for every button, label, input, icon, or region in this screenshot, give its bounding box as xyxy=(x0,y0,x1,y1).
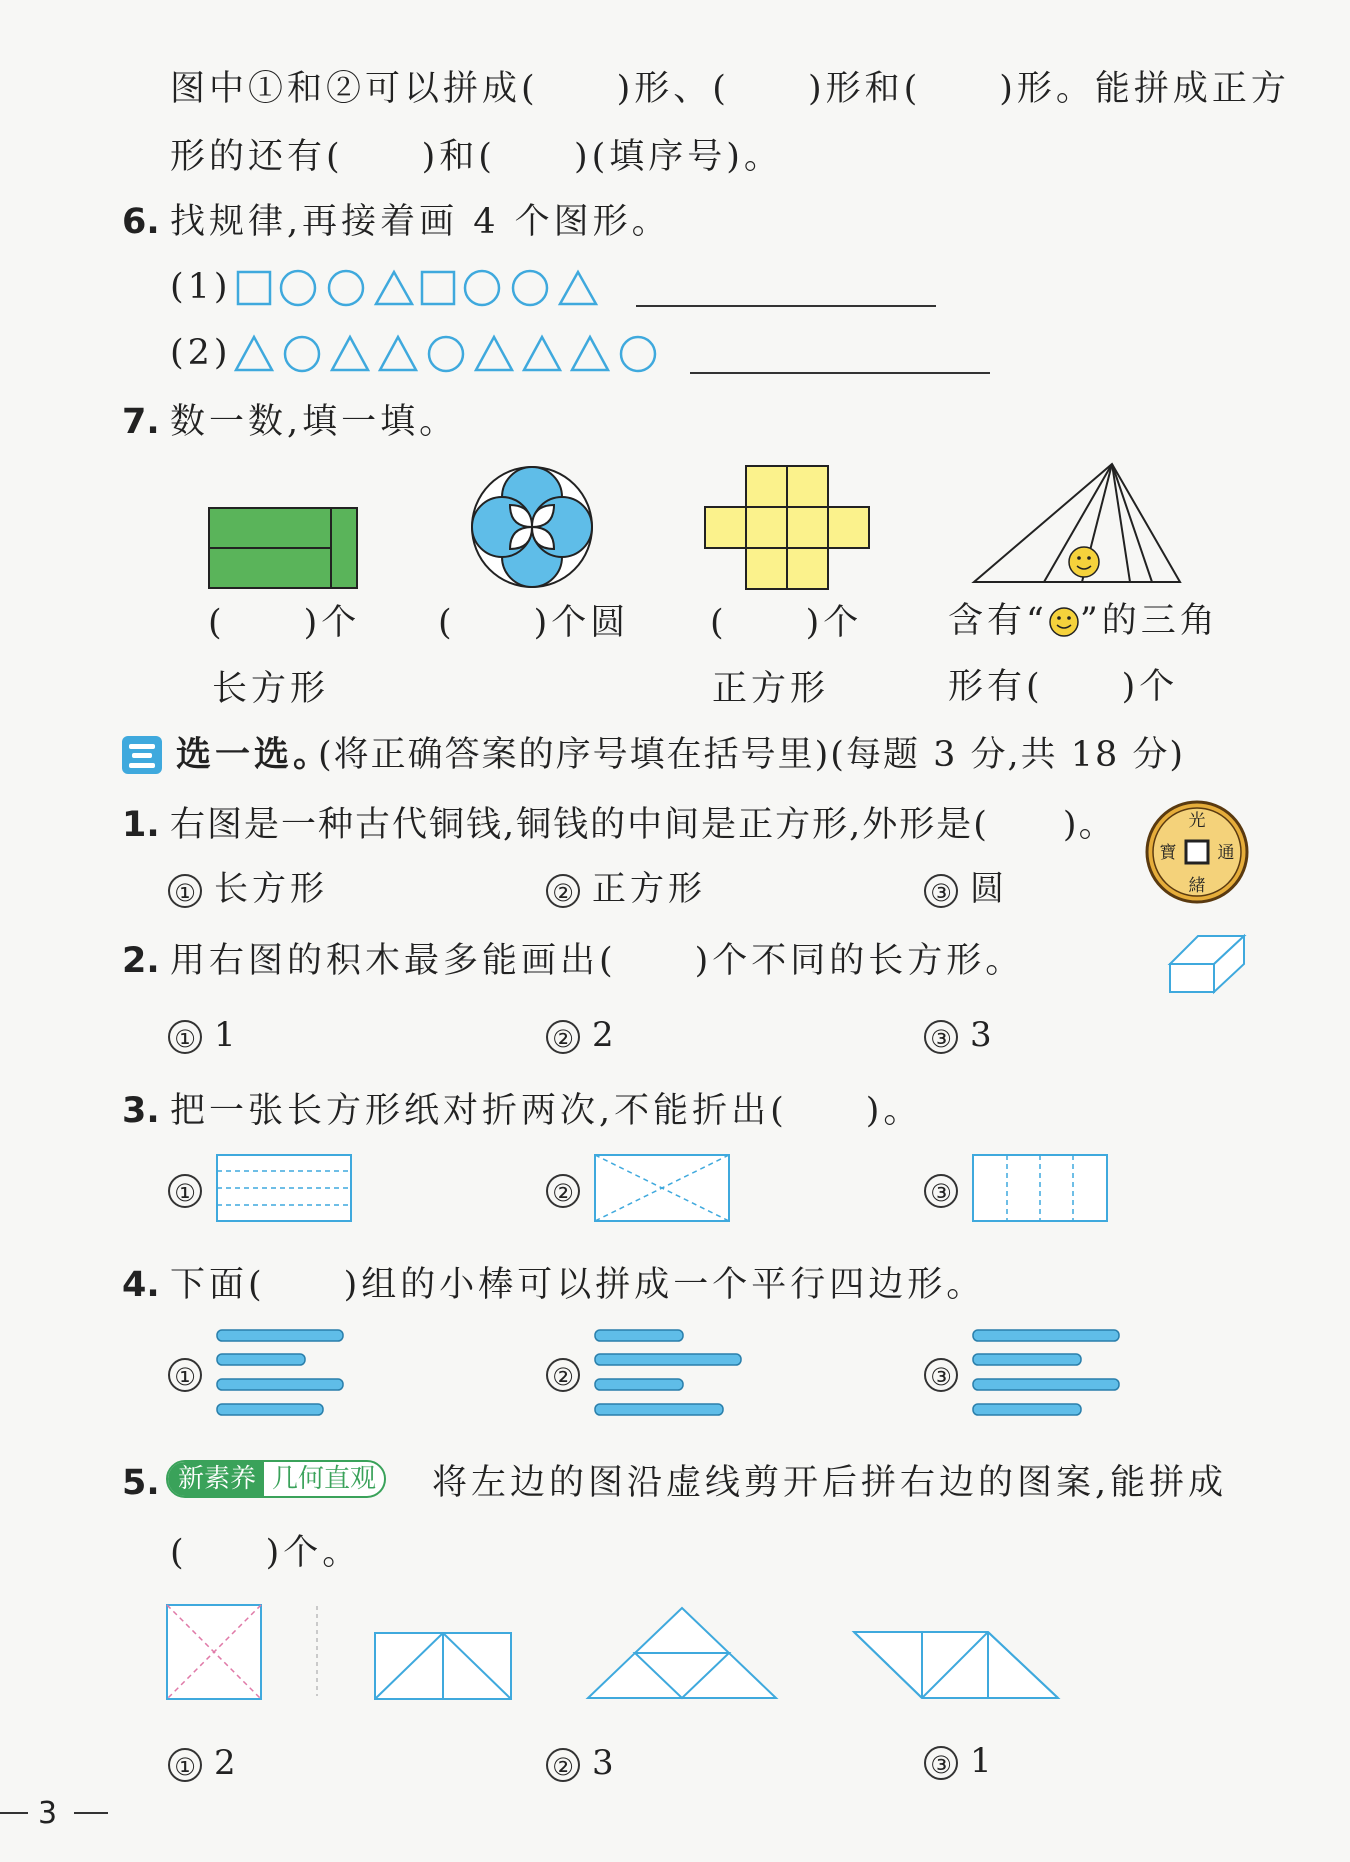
fold-rect-horizontal xyxy=(216,1154,352,1222)
circle-shape xyxy=(281,271,315,305)
fold-rect-vertical xyxy=(972,1154,1108,1222)
page-number: 3 xyxy=(38,1796,58,1831)
green-rectangles-figure xyxy=(208,507,358,589)
s1-option-3[interactable]: ③ 圆 xyxy=(924,872,1004,908)
q7-b-blank: ( )个圆 xyxy=(438,603,630,643)
pattern-trapezoid xyxy=(852,1630,1060,1700)
s4-option-1[interactable]: ① xyxy=(168,1356,214,1392)
q7-d-line2: 形有( )个 xyxy=(948,667,1179,707)
circle-shape xyxy=(329,271,363,305)
svg-text:寶: 寶 xyxy=(1159,843,1177,863)
s3-option-1[interactable]: ① xyxy=(168,1172,214,1208)
svg-text:緒: 緒 xyxy=(1188,876,1206,896)
sticks-group-1 xyxy=(216,1328,346,1418)
circle-shape xyxy=(513,271,547,305)
square-shape xyxy=(422,272,454,304)
divider-dashed xyxy=(316,1606,318,1696)
q7-a-blank: ( )个 xyxy=(208,603,361,643)
triangle-shape xyxy=(560,272,596,304)
triangle-shape xyxy=(376,272,412,304)
s1-option-1[interactable]: ① 长方形 xyxy=(168,872,328,908)
q6-part1-label: (1) xyxy=(170,267,232,307)
s3-option-3[interactable]: ③ xyxy=(924,1172,970,1208)
pattern-rect-triangles xyxy=(374,1632,512,1700)
page-number-rule-right xyxy=(74,1812,108,1814)
s5-text-line2: ( )个。 xyxy=(170,1533,362,1573)
q6-pattern-2 xyxy=(236,332,656,374)
cut-square-figure xyxy=(166,1604,262,1700)
s1-number: 1. xyxy=(122,805,160,845)
yellow-squares-figure xyxy=(705,465,869,589)
q6-answer-line-1[interactable] xyxy=(636,305,936,307)
circle-shape xyxy=(465,271,499,305)
q6-pattern-1 xyxy=(236,266,596,308)
svg-text:通: 通 xyxy=(1217,843,1235,863)
q6-number: 6. xyxy=(122,202,160,242)
sticks-group-3 xyxy=(972,1328,1122,1418)
s2-option-1[interactable]: ① 1 xyxy=(168,1018,236,1054)
s3-number: 3. xyxy=(122,1091,160,1131)
q6-answer-line-2[interactable] xyxy=(690,372,990,374)
s1-option-2[interactable]: ② 正方形 xyxy=(546,872,706,908)
s5-text-line1: 将左边的图沿虚线剪开后拼右边的图案,能拼成 xyxy=(432,1463,1228,1503)
pattern-big-triangle xyxy=(586,1606,778,1700)
s3-option-2[interactable]: ② xyxy=(546,1172,592,1208)
section-three-icon xyxy=(122,736,162,774)
q6-text: 找规律,再接着画 4 个图形。 xyxy=(170,202,671,242)
cuboid-block-image xyxy=(1168,932,1248,994)
q7-c-label: 正方形 xyxy=(712,669,830,709)
triangle-fan-figure xyxy=(972,462,1182,584)
s4-option-3[interactable]: ③ xyxy=(924,1356,970,1392)
s2-option-3[interactable]: ③ 3 xyxy=(924,1018,992,1054)
s5-option-1[interactable]: ① 2 xyxy=(168,1746,236,1782)
s5-option-2[interactable]: ② 3 xyxy=(546,1746,614,1782)
smiley-icon xyxy=(1048,606,1080,638)
square-shape xyxy=(238,272,270,304)
s4-number: 4. xyxy=(122,1265,160,1305)
new-literacy-badge: 新素养 几何直观 xyxy=(166,1460,386,1498)
ancient-coin-image xyxy=(1145,800,1249,904)
q5-text-line1: 图中①和②可以拼成( )形、( )形和( )形。能拼成正方 xyxy=(170,69,1290,109)
sticks-group-2 xyxy=(594,1328,744,1418)
s3-text: 把一张长方形纸对折两次,不能折出( )。 xyxy=(170,1091,923,1131)
s2-number: 2. xyxy=(122,941,160,981)
q7-text: 数一数,填一填。 xyxy=(170,402,459,442)
s4-text: 下面( )组的小棒可以拼成一个平行四边形。 xyxy=(170,1265,986,1305)
q5-text-line2: 形的还有( )和( )(填序号)。 xyxy=(170,137,783,177)
page-number-rule-left xyxy=(0,1812,28,1814)
section-three-title: 选一选。 xyxy=(176,735,333,775)
fold-rect-diagonal xyxy=(594,1154,730,1222)
q6-part2-label: (2) xyxy=(170,333,232,373)
q7-c-blank: ( )个 xyxy=(710,603,863,643)
q7-d-line1: 含有“ ”的三角 xyxy=(948,601,1219,641)
s5-number: 5. xyxy=(122,1463,160,1503)
section-three-note: (将正确答案的序号填在括号里)(每题 3 分,共 18 分) xyxy=(318,735,1186,775)
s1-text: 右图是一种古代铜钱,铜钱的中间是正方形,外形是( )。 xyxy=(170,805,1116,845)
s5-option-3[interactable]: ③ 1 xyxy=(924,1744,992,1780)
s2-option-2[interactable]: ② 2 xyxy=(546,1018,614,1054)
circles-figure xyxy=(470,465,594,589)
s4-option-2[interactable]: ② xyxy=(546,1356,592,1392)
q7-number: 7. xyxy=(122,402,160,442)
svg-text:光: 光 xyxy=(1188,811,1206,831)
q7-a-label: 长方形 xyxy=(212,669,330,709)
s2-text: 用右图的积木最多能画出( )个不同的长方形。 xyxy=(170,941,1025,981)
smiley-icon xyxy=(1069,547,1099,577)
